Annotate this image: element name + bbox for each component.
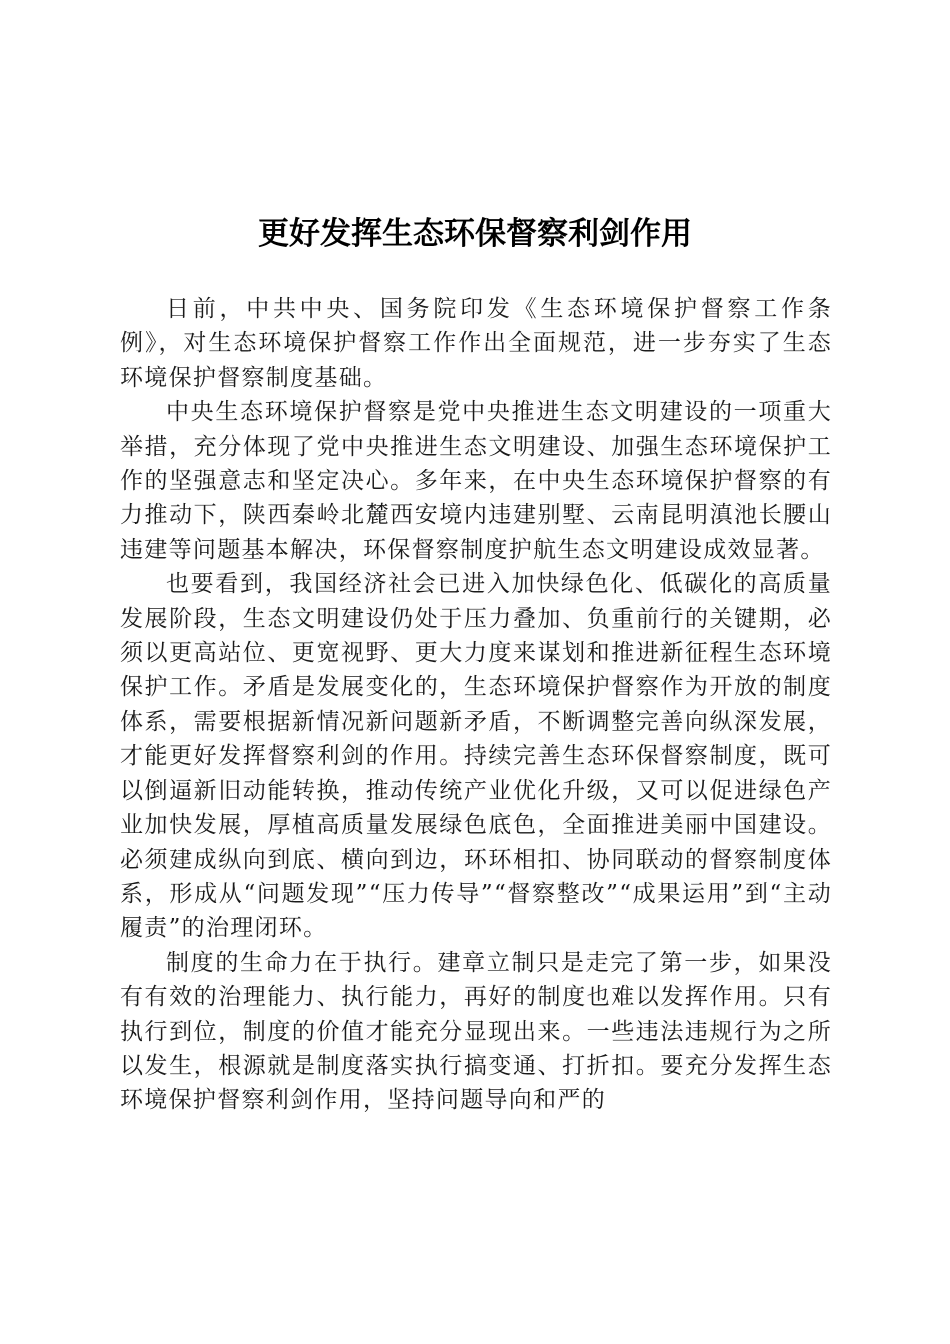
paragraph-2: 中央生态环境保护督察是党中央推进生态文明建设的一项重大举措，充分体现了党中央推进生态文明建设、加强生态环境保护工作的坚强意志和坚定决心。多年来，在中央生态环境保护督察的有力推动下，陕西秦岭北麓西安境内违建别墅、云南昆明滇池长腰山违建等问题基本解决，环保督察制度护航生态文明建设成效显著。 xyxy=(120,399,832,563)
document-title: 更好发挥生态环保督察利剑作用 xyxy=(258,215,692,252)
document-body xyxy=(120,292,832,1118)
paragraph-3: 也要看到，我国经济社会已进入加快绿色化、低碳化的高质量发展阶段，生态文明建设仍处于压力叠加、负重前行的关键期，必须以更高站位、更宽视野、更大力度来谋划和推进新征程生态环境保护工作。矛盾是发展变化的，生态环境保护督察作为开放的制度体系，需要根据新情况新问题新矛盾，不断调整完善向纵深发展，才能更好发挥督察利剑的作用。持续完善生态环保督察制度，既可以倒逼新旧动能转换，推动传统产业优化升级，又可以促进绿色产业加快发展，厚植高质量发展绿色底色，全面推进美丽中国建设。必须建成纵向到底、横向到边，环环相扣、协同联动的督察制度体系，形成从“问题发现”“压力传导”“督察整改”“成果运用”到“主动履责”的治理闭环。 xyxy=(120,571,832,942)
paragraph-1: 日前，中共中央、国务院印发《生态环境保护督察工作条例》，对生态环境保护督察工作作出全面规范，进一步夯实了生态环境保护督察制度基础。 xyxy=(120,296,832,391)
paragraph-4: 制度的生命力在于执行。建章立制只是走完了第一步，如果没有有效的治理能力、执行能力，再好的制度也难以发挥作用。只有执行到位，制度的价值才能充分显现出来。一些违法违规行为之所以发生，根源就是制度落实执行搞变通、打折扣。要充分发挥生态环境保护督察利剑作用，坚持问题导向和严的 xyxy=(120,949,832,1114)
